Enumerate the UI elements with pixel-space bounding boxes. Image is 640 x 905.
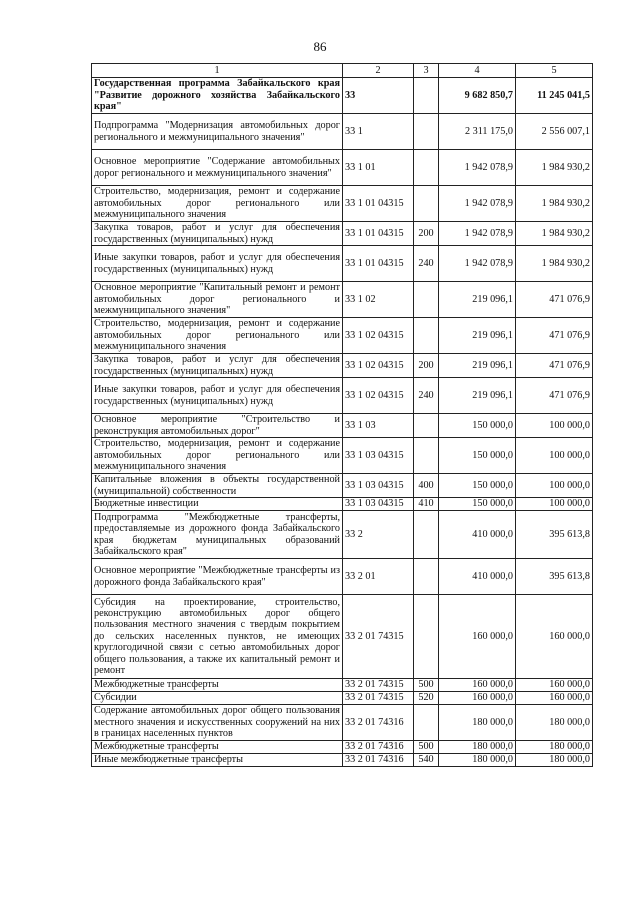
row-expense-type [414, 186, 439, 222]
row-expense-type [414, 438, 439, 474]
row-name: Основное мероприятие "Межбюджетные трансферты из дорожного фонда Забайкальского края" [92, 559, 343, 595]
row-expense-type: 540 [414, 754, 439, 767]
row-expense-type: 200 [414, 222, 439, 246]
row-name: Иные межбюджетные трансферты [92, 754, 343, 767]
table-row [92, 754, 593, 767]
row-value-col4: 219 096,1 [439, 378, 516, 414]
column-header: 2 [343, 64, 414, 78]
row-name: Межбюджетные трансферты [92, 679, 343, 692]
row-value-col5: 100 000,0 [516, 414, 593, 438]
row-expense-type [414, 282, 439, 318]
row-expense-type [414, 511, 439, 559]
row-name: Основное мероприятие "Строительство и реконструкция автомобильных дорог" [92, 414, 343, 438]
row-expense-type: 410 [414, 498, 439, 511]
budget-table [91, 63, 593, 767]
row-value-col5: 1 984 930,2 [516, 150, 593, 186]
row-code: 33 1 [343, 114, 414, 150]
table-row [92, 150, 593, 186]
column-header: 3 [414, 64, 439, 78]
row-expense-type: 500 [414, 679, 439, 692]
row-name: Строительство, модернизация, ремонт и содержание автомобильных дорог регионального или межмуниципального значения [92, 186, 343, 222]
row-name: Межбюджетные трансферты [92, 741, 343, 754]
row-code: 33 1 02 [343, 282, 414, 318]
row-value-col4: 180 000,0 [439, 741, 516, 754]
row-code: 33 1 01 [343, 150, 414, 186]
row-value-col5: 100 000,0 [516, 498, 593, 511]
row-code: 33 1 03 [343, 414, 414, 438]
row-name: Государственная программа Забайкальского края "Развитие дорожного хозяйства Забайкальского края" [92, 78, 343, 114]
row-expense-type [414, 114, 439, 150]
table-row [92, 378, 593, 414]
row-value-col4: 2 311 175,0 [439, 114, 516, 150]
table-row [92, 78, 593, 114]
page-number: 86 [313, 39, 327, 54]
row-name: Подпрограмма "Межбюджетные трансферты, предоставляемые из дорожного фонда Забайкальского края бюджетам муниципальных образований Забайкальского края" [92, 511, 343, 559]
row-value-col4: 160 000,0 [439, 692, 516, 705]
row-value-col5: 1 984 930,2 [516, 246, 593, 282]
row-code: 33 [343, 78, 414, 114]
row-value-col4: 1 942 078,9 [439, 186, 516, 222]
row-expense-type [414, 78, 439, 114]
column-header: 5 [516, 64, 593, 78]
row-name: Строительство, модернизация, ремонт и содержание автомобильных дорог регионального или межмуниципального значения [92, 318, 343, 354]
row-value-col5: 160 000,0 [516, 692, 593, 705]
row-name: Иные закупки товаров, работ и услуг для обеспечения государственных (муниципальных) нужд [92, 246, 343, 282]
row-value-col4: 9 682 850,7 [439, 78, 516, 114]
row-value-col4: 1 942 078,9 [439, 246, 516, 282]
table-row [92, 679, 593, 692]
row-name: Бюджетные инвестиции [92, 498, 343, 511]
row-expense-type: 500 [414, 741, 439, 754]
row-code: 33 1 02 04315 [343, 378, 414, 414]
row-code: 33 2 01 74315 [343, 679, 414, 692]
row-value-col5: 180 000,0 [516, 705, 593, 741]
row-value-col5: 395 613,8 [516, 559, 593, 595]
row-expense-type: 200 [414, 354, 439, 378]
row-expense-type [414, 150, 439, 186]
row-expense-type [414, 414, 439, 438]
row-name: Капитальные вложения в объекты государственной (муниципальной) собственности [92, 474, 343, 498]
row-value-col5: 471 076,9 [516, 318, 593, 354]
row-expense-type [414, 595, 439, 679]
table-row [92, 222, 593, 246]
row-value-col4: 180 000,0 [439, 754, 516, 767]
row-value-col5: 180 000,0 [516, 754, 593, 767]
row-value-col5: 100 000,0 [516, 438, 593, 474]
row-value-col4: 160 000,0 [439, 595, 516, 679]
row-name: Подпрограмма "Модернизация автомобильных дорог регионального и межмуниципального значения" [92, 114, 343, 150]
row-name: Основное мероприятие "Капитальный ремонт и ремонт автомобильных дорог регионального и межмуниципального значения" [92, 282, 343, 318]
table-row [92, 282, 593, 318]
row-code: 33 1 01 04315 [343, 186, 414, 222]
row-code: 33 1 03 04315 [343, 474, 414, 498]
table-row [92, 559, 593, 595]
row-name: Строительство, модернизация, ремонт и содержание автомобильных дорог регионального или межмуниципального значения [92, 438, 343, 474]
row-value-col5: 471 076,9 [516, 354, 593, 378]
row-name: Закупка товаров, работ и услуг для обеспечения государственных (муниципальных) нужд [92, 354, 343, 378]
row-code: 33 2 [343, 511, 414, 559]
row-value-col4: 410 000,0 [439, 559, 516, 595]
row-value-col5: 160 000,0 [516, 595, 593, 679]
row-value-col4: 1 942 078,9 [439, 222, 516, 246]
row-value-col5: 395 613,8 [516, 511, 593, 559]
table-row [92, 186, 593, 222]
row-code: 33 2 01 74315 [343, 692, 414, 705]
row-code: 33 1 02 04315 [343, 318, 414, 354]
row-value-col4: 1 942 078,9 [439, 150, 516, 186]
row-expense-type: 400 [414, 474, 439, 498]
row-name: Содержание автомобильных дорог общего пользования местного значения и искусственных сооружений на них в границах населенных пунктов [92, 705, 343, 741]
row-value-col5: 471 076,9 [516, 378, 593, 414]
row-code: 33 2 01 74316 [343, 741, 414, 754]
column-header: 1 [92, 64, 343, 78]
row-value-col5: 1 984 930,2 [516, 222, 593, 246]
row-expense-type [414, 559, 439, 595]
table-row [92, 414, 593, 438]
row-code: 33 2 01 74315 [343, 595, 414, 679]
row-code: 33 2 01 74316 [343, 754, 414, 767]
table-row [92, 705, 593, 741]
row-expense-type [414, 318, 439, 354]
row-code: 33 2 01 74316 [343, 705, 414, 741]
table-row [92, 498, 593, 511]
row-code: 33 1 01 04315 [343, 222, 414, 246]
table-row [92, 246, 593, 282]
row-value-col5: 180 000,0 [516, 741, 593, 754]
row-value-col4: 150 000,0 [439, 438, 516, 474]
row-value-col5: 1 984 930,2 [516, 186, 593, 222]
table-header-row [92, 64, 593, 78]
row-value-col4: 219 096,1 [439, 354, 516, 378]
row-value-col5: 471 076,9 [516, 282, 593, 318]
table-row [92, 474, 593, 498]
table-row [92, 741, 593, 754]
row-name: Иные закупки товаров, работ и услуг для обеспечения государственных (муниципальных) нужд [92, 378, 343, 414]
row-value-col5: 11 245 041,5 [516, 78, 593, 114]
row-value-col4: 150 000,0 [439, 498, 516, 511]
table-row [92, 438, 593, 474]
row-value-col4: 219 096,1 [439, 282, 516, 318]
column-header: 4 [439, 64, 516, 78]
row-value-col4: 180 000,0 [439, 705, 516, 741]
table-row [92, 595, 593, 679]
table-row [92, 318, 593, 354]
row-code: 33 1 02 04315 [343, 354, 414, 378]
row-value-col4: 219 096,1 [439, 318, 516, 354]
table-row [92, 114, 593, 150]
row-expense-type: 240 [414, 246, 439, 282]
row-name: Закупка товаров, работ и услуг для обеспечения государственных (муниципальных) нужд [92, 222, 343, 246]
row-value-col4: 410 000,0 [439, 511, 516, 559]
table-row [92, 354, 593, 378]
row-name: Субсидии [92, 692, 343, 705]
row-code: 33 1 01 04315 [343, 246, 414, 282]
table-row [92, 692, 593, 705]
row-name: Основное мероприятие "Содержание автомобильных дорог регионального и межмуниципального значения" [92, 150, 343, 186]
row-name: Субсидия на проектирование, строительство, реконструкцию автомобильных дорог общего пользования местного значения с твердым покрытием до сельских населенных пунктов, не имеющих круглогодичной связи с сетью автомобильных дорог общего пользования, а также их капитальный ремонт и ремонт [92, 595, 343, 679]
row-value-col4: 150 000,0 [439, 414, 516, 438]
row-value-col5: 160 000,0 [516, 679, 593, 692]
row-code: 33 2 01 [343, 559, 414, 595]
row-code: 33 1 03 04315 [343, 498, 414, 511]
row-value-col5: 2 556 007,1 [516, 114, 593, 150]
row-value-col4: 150 000,0 [439, 474, 516, 498]
row-value-col4: 160 000,0 [439, 679, 516, 692]
row-code: 33 1 03 04315 [343, 438, 414, 474]
table-row [92, 511, 593, 559]
row-expense-type: 240 [414, 378, 439, 414]
row-value-col5: 100 000,0 [516, 474, 593, 498]
row-expense-type: 520 [414, 692, 439, 705]
row-expense-type [414, 705, 439, 741]
